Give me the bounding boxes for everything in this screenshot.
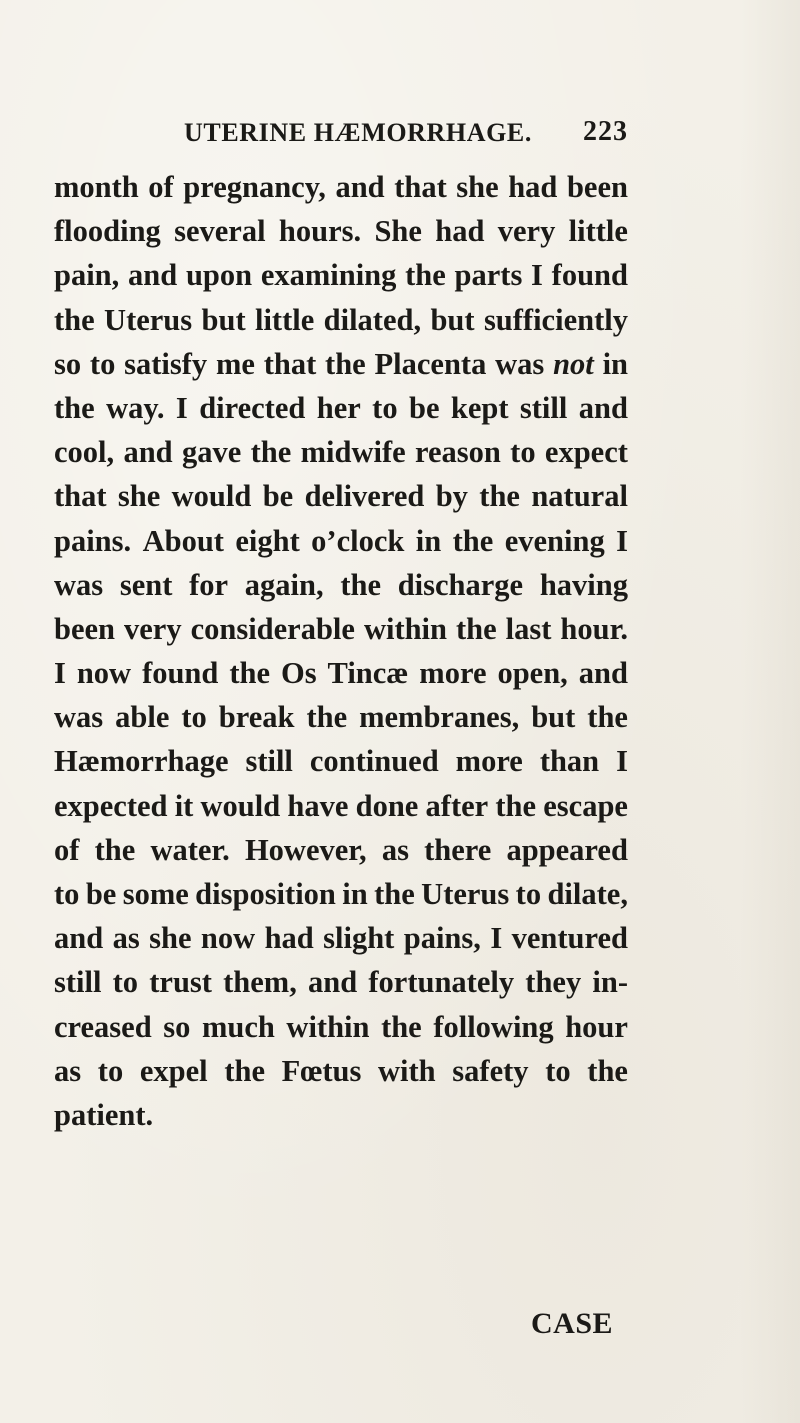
word: escape [543, 788, 628, 823]
page-header [184, 118, 628, 158]
word: last [505, 611, 552, 646]
word: the [381, 1009, 422, 1044]
word: examining [260, 258, 397, 293]
word: found [142, 656, 219, 691]
word: the [325, 346, 366, 381]
word: I [531, 258, 543, 293]
word: be [408, 390, 440, 425]
word: continued [309, 744, 439, 779]
word: pregnancy, [183, 170, 326, 204]
word: had [435, 214, 485, 249]
word: and [128, 258, 178, 293]
text-line [54, 430, 628, 474]
word: very [497, 214, 556, 249]
text-line [54, 651, 628, 695]
word: Uterus [421, 877, 510, 911]
word: would [200, 788, 281, 823]
word: of [54, 832, 80, 867]
word: me [215, 346, 255, 381]
word: appeared [506, 832, 628, 867]
word: way. [106, 390, 165, 425]
text-line [54, 298, 628, 342]
word: in [342, 877, 368, 911]
word: more [455, 744, 523, 779]
word: However, [244, 832, 367, 867]
word: discharge [397, 567, 524, 602]
word: I [490, 921, 503, 956]
word: and [335, 170, 385, 204]
word: to [515, 877, 542, 911]
word: delivered [304, 479, 425, 514]
text-line [54, 872, 628, 916]
text-line [54, 563, 628, 607]
word: to [545, 1053, 571, 1088]
word: very [124, 611, 182, 646]
word: and [578, 390, 628, 425]
word: satisfy [124, 346, 208, 381]
word: disposition [195, 877, 336, 911]
word: found [551, 258, 628, 293]
word: Tincæ [327, 656, 409, 691]
text-line [54, 607, 628, 651]
word: that [394, 170, 447, 204]
word: expel [139, 1053, 208, 1088]
word: patient. [54, 1097, 154, 1132]
word: that [54, 479, 107, 514]
word: again, [244, 567, 324, 602]
word: she [117, 479, 161, 514]
word: pains, [403, 921, 481, 956]
word: dilate, [547, 877, 628, 911]
word: the [224, 1053, 265, 1088]
word: break [218, 700, 295, 735]
word: the [587, 700, 628, 735]
word: open, [497, 656, 568, 691]
word: hour. [560, 611, 628, 646]
word: she [456, 170, 499, 204]
word: Placenta [374, 346, 487, 381]
word: evening [504, 523, 605, 558]
word: the [405, 258, 446, 293]
word: to [112, 965, 139, 1000]
text-line [54, 165, 628, 209]
word: now [76, 656, 132, 691]
word: now [200, 921, 256, 956]
word: the [456, 611, 497, 646]
word: but [201, 302, 246, 337]
word: more [419, 656, 487, 691]
word: I [175, 390, 188, 425]
word: Uterus [104, 302, 193, 337]
word: the [479, 479, 520, 514]
word: still [519, 390, 568, 425]
word: sufficiently [483, 302, 628, 337]
word: been [54, 611, 115, 646]
word: pains. [54, 523, 132, 558]
word: flooding [54, 214, 161, 249]
body-text [54, 165, 628, 1137]
text-line [54, 916, 628, 960]
word: expect [544, 435, 628, 470]
word: done [355, 788, 419, 823]
word: and [308, 965, 358, 1000]
word: the [495, 788, 537, 823]
word: hour [565, 1009, 628, 1044]
word: it [174, 788, 194, 823]
word: considerable [190, 611, 355, 646]
word: About [142, 523, 224, 558]
word: was [54, 700, 104, 735]
word: to [54, 877, 80, 911]
text-line [54, 1005, 628, 1049]
word: pain, [54, 258, 120, 293]
word: as [112, 921, 140, 956]
word: the [374, 877, 415, 911]
text-line [54, 209, 628, 253]
text-line [54, 1049, 628, 1093]
word: cool, [54, 435, 115, 470]
word: Hæmorrhage [54, 744, 229, 779]
word: slight [323, 921, 395, 956]
word: the [340, 567, 381, 602]
word: safety [452, 1053, 529, 1088]
word: of [148, 170, 174, 204]
word: so [163, 1009, 191, 1044]
word: having [539, 567, 628, 602]
word: trust [149, 965, 212, 1000]
word: but [430, 302, 475, 337]
word: the [306, 700, 348, 735]
word: so [54, 346, 82, 381]
word: kept [450, 390, 509, 425]
text-line [54, 784, 628, 828]
word: to [181, 700, 207, 735]
word: ventured [511, 921, 628, 956]
word: and [123, 435, 173, 470]
word: be [262, 479, 294, 514]
text-line [54, 739, 628, 783]
word: still [245, 744, 293, 779]
word: Os [280, 656, 317, 691]
word: in [415, 523, 442, 558]
text-line [54, 828, 628, 872]
word: Fœtus [281, 1053, 362, 1088]
word: had [508, 170, 558, 204]
word: and [54, 921, 104, 956]
word: able [115, 700, 170, 735]
word: still [54, 965, 102, 1000]
word: I [616, 523, 628, 558]
word: be [85, 877, 117, 911]
word: was [495, 346, 545, 381]
text-line [54, 519, 628, 563]
catchword: CASE [531, 1307, 614, 1340]
word: the [54, 390, 95, 425]
word: they [525, 965, 582, 1000]
text-line [54, 1093, 628, 1137]
running-title: UTERINE HÆMORRHAGE. [184, 118, 532, 147]
word: after [425, 788, 489, 823]
word: had [264, 921, 314, 956]
italic-word: not [553, 346, 594, 381]
word: upon [185, 258, 253, 293]
word: fortunately [368, 965, 515, 1000]
word: eight [235, 523, 300, 558]
word: dilated, [323, 302, 422, 337]
word: and [578, 656, 628, 691]
word: sent [119, 567, 173, 602]
word: been [566, 170, 628, 204]
word: by [435, 479, 468, 514]
word: hours. [278, 214, 362, 249]
word: directed [199, 390, 306, 425]
word: parts [454, 258, 523, 293]
word: than [539, 744, 600, 779]
text-line [54, 386, 628, 430]
page-number: 223 [583, 116, 628, 147]
word: within [363, 611, 447, 646]
word: have [287, 788, 349, 823]
word: I [54, 656, 66, 691]
page-edge-shadow [740, 0, 800, 1423]
word: water. [150, 832, 230, 867]
word: but [531, 700, 576, 735]
word: that [263, 346, 317, 381]
word: to [372, 390, 398, 425]
word: as [54, 1053, 82, 1088]
word: the [54, 302, 95, 337]
text-line [54, 253, 628, 297]
text-line [54, 960, 628, 1004]
word: gave [181, 435, 242, 470]
word: She [374, 214, 422, 249]
word: the [94, 832, 136, 867]
word: natural [531, 479, 628, 514]
word: month [54, 170, 139, 204]
word: I [616, 744, 628, 779]
word: for [189, 567, 229, 602]
word: would [171, 479, 252, 514]
word: expected [54, 788, 168, 823]
word: there [424, 832, 492, 867]
word: midwife [300, 435, 406, 470]
word: to [510, 435, 536, 470]
text-line [54, 474, 628, 518]
word: was [54, 567, 104, 602]
word: in- [592, 965, 628, 1000]
word: some [122, 877, 189, 911]
word: to [97, 1053, 124, 1088]
word: membranes, [359, 700, 520, 735]
word: she [149, 921, 192, 956]
word: with [378, 1053, 436, 1088]
word: the [229, 656, 270, 691]
word: the [250, 435, 292, 470]
word: little [568, 214, 628, 249]
word: to [89, 346, 116, 381]
word: them, [223, 965, 297, 1000]
word: creased [54, 1009, 152, 1044]
word: little [254, 302, 315, 337]
word: following [433, 1009, 554, 1044]
word: several [174, 214, 266, 249]
word: the [587, 1053, 628, 1088]
text-line [54, 342, 628, 386]
word: the [452, 523, 494, 558]
word: as [381, 832, 409, 867]
text-line [54, 695, 628, 739]
word: her [316, 390, 361, 425]
word: in [602, 346, 628, 381]
word: reason [414, 435, 501, 470]
word: within [286, 1009, 370, 1044]
word: much [201, 1009, 275, 1044]
word: o’clock [311, 523, 405, 558]
